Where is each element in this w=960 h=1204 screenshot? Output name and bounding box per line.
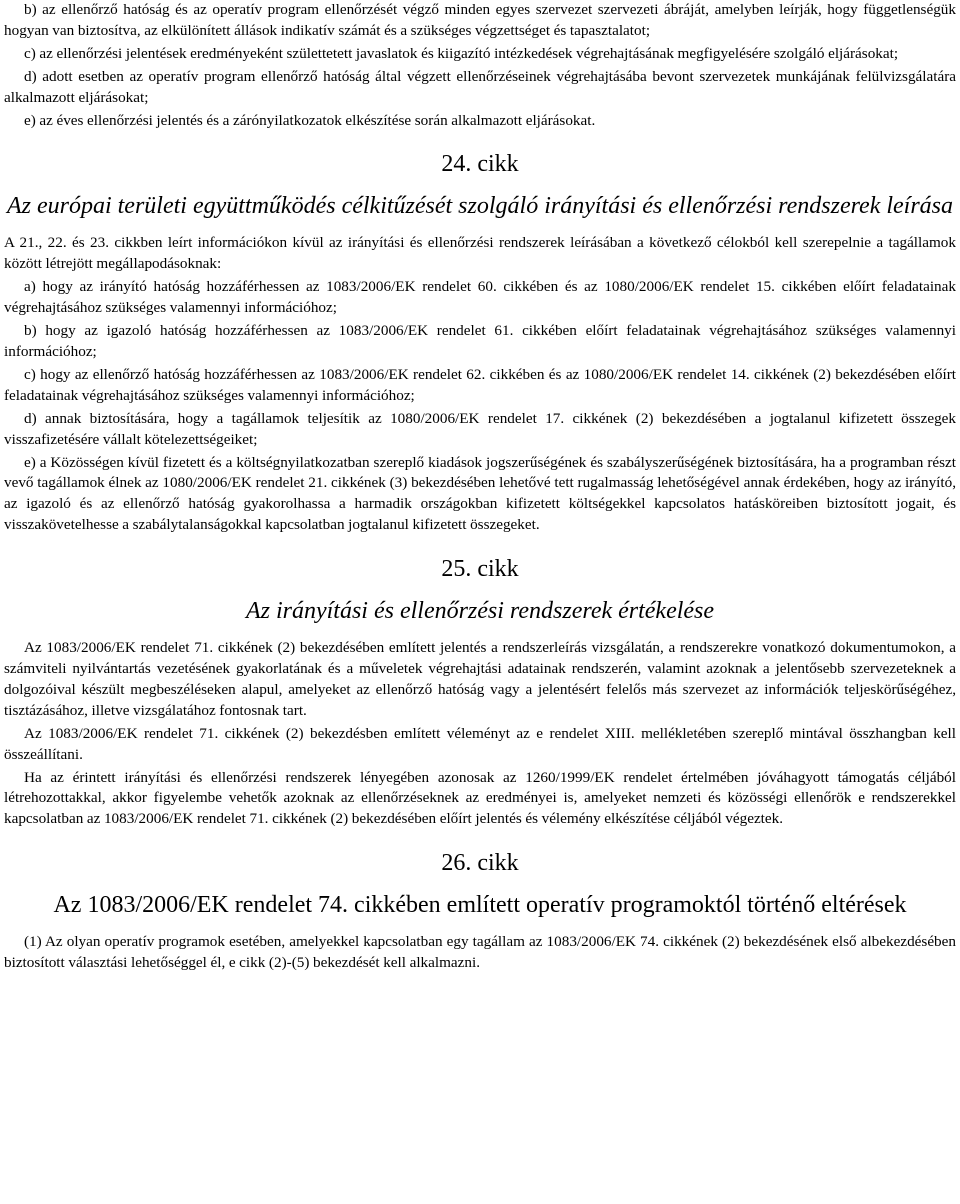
list-item-d: d) adott esetben az operatív program ellenőrző hatóság által végzett ellenőrzéseinek végrehajtásába bevont szervezetek munkájának felülvizsgálatára alkalmazott eljárásokat; [4,67,956,106]
article-25-title: Az irányítási és ellenőrzési rendszerek értékelése [245,598,715,625]
article-25-paragraph-2: Az 1083/2006/EK rendelet 71. cikkének (2) bekezdésben említett véleményt az e rendelet XIII. mellékletében szereplő mintával összhangban kell összeállítani. [4,724,956,763]
article-25-paragraph-1: Az 1083/2006/EK rendelet 71. cikkének (2) bekezdésében említett jelentés a rendszerleírás vizsgálatán, a rendszerekre vonatkozó dokumentumokon, a számviteli nyilvántartás vezetésének gyakorlatának és a műveletek végrehajtási adatainak rendszerén, valamint azoknak a jelentősebb szervezeteknek a dolgozóival készült megbeszéléseken alapul, amelyeket az ellenőrző hatóság vagy a jelentésért felelős más szervezet az információk teljeskörűségéhez, tisztázásához, illetve vizsgálatához fontosnak tart. [4,639,956,719]
article-26-title: Az 1083/2006/EK rendelet 74. cikkében említett operatív programoktól történő eltérések [53,892,907,919]
article-25-paragraph-3: Ha az érintett irányítási és ellenőrzési rendszerek lényegében azonosak az 1260/1999/EK rendelet értelmében jóváhagyott támogatás céljából létrehozottakkal, akkor figyelembe vehetők azoknak az ellenőrzéseknek az eredményei is, amelyeket nemzeti és közösségi ellenőrök e rendszerekkel kapcsolatban az 1083/2006/EK rendelet 71. cikkének (2) bekezdésében előírt jelentés és vélemény elkészítése céljából végeztek. [4,768,956,828]
article-25-number: 25. cikk [441,556,519,583]
article-24-title: Az európai területi együttműködés célkitűzését szolgáló irányítási és ellenőrzési rendszerek leírása [6,193,954,220]
article-24-intro: A 21., 22. és 23. cikkben leírt információkon kívül az irányítási és ellenőrzési rendszerek leírásában a következő célokból kell szerepelnie a tagállamok között létrejött megállapodásoknak: [4,234,956,273]
document-page [4,0,956,974]
article-24-item-b: b) hogy az igazoló hatóság hozzáférhessen az 1083/2006/EK rendelet 61. cikkében előírt feladatainak végrehajtásához szükséges valamennyi információhoz; [4,322,956,360]
list-item-c: c) az ellenőrzési jelentések eredményeként születtetett javaslatok és kiigazító intézkedések végrehajtásának megfigyelésére szolgáló eljárásokat; [24,44,899,62]
article-24-number: 24. cikk [441,151,519,178]
list-item-b: b) az ellenőrző hatóság és az operatív program ellenőrzését végző minden egyes szervezet szervezeti ábráját, amelyben leírják, hogy függetlenségük hogyan van biztosítva, az elkülönített állások indikatív számát és a szükséges végzettséget és tapasztalatot; [4,1,956,39]
article-26-paragraph-1: (1) Az olyan operatív programok esetében, amelyekkel kapcsolatban egy tagállam az 1083/2006/EK 74. cikkének (2) bekezdésének első albekezdésében biztosított választási lehetőséggel él, e cikk (2)-(5) bekezdését kell alkalmazni. [4,933,956,972]
article-26-number: 26. cikk [441,850,519,877]
article-24-item-a: a) hogy az irányító hatóság hozzáférhessen az 1083/2006/EK rendelet 60. cikkében és az 1080/2006/EK rendelet 15. cikkében előírt feladatainak végrehajtásához szükséges valamennyi információhoz; [4,278,956,317]
list-item-e: e) az éves ellenőrzési jelentés és a zárónyilatkozatok elkészítése során alkalmazott eljárásokat. [24,111,596,129]
article-24-item-e: e) a Közösségen kívül fizetett és a költségnyilatkozatban szereplő kiadások jogszerűségének és szabályszerűségének biztosítására, ha a programban részt vevő tagállamok élnek az 1080/2006/EK rendelet 21. cikkének (3) bekezdésében lehetővé tett rugalmasság lehetőségével annak érdekében, hogy az irányító, az igazoló és az ellenőrző hatóság gyakorolhassa a harmadik országokban kifizetett költségekkel kapcsolatos hatásköreiben biztosított jogait, és visszakövetelhesse a szabálytalanságokkal kapcsolatban jogtalanul kifizetett összegeket. [4,453,956,534]
article-24-item-d: d) annak biztosítására, hogy a tagállamok teljesítik az 1080/2006/EK rendelet 17. cikkének (2) bekezdésében a jogtalanul kifizetett összegek visszafizetésére vállalt kötelezettségeiket; [4,409,956,448]
article-24-item-c: c) hogy az ellenőrző hatóság hozzáférhessen az 1083/2006/EK rendelet 62. cikkében és az 1080/2006/EK rendelet 14. cikkének (2) bekezdésében előírt feladatainak végrehajtásához szükséges valamennyi információhoz; [4,365,956,404]
